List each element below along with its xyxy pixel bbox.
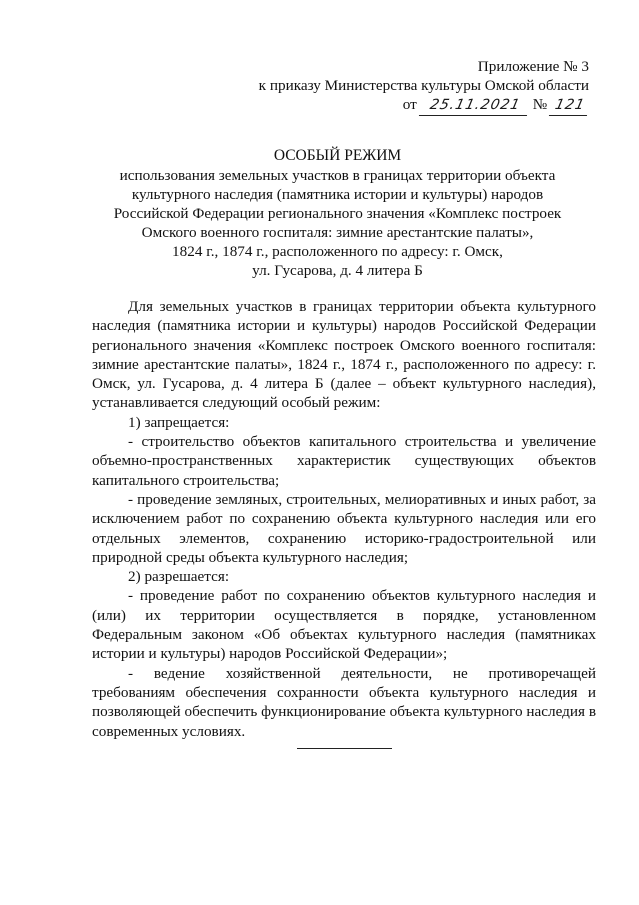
handwritten-date: 25.11.2021 xyxy=(419,96,531,116)
title-line: Российской Федерации регионального значения «Комплекс построек xyxy=(113,205,562,222)
closing-rule xyxy=(297,748,392,749)
handwritten-number: 121 xyxy=(549,96,591,116)
permitted-heading: 2) разрешается: xyxy=(128,568,230,586)
document-body xyxy=(92,297,596,741)
title-line: 1824 г., 1874 г., расположенного по адресу: г. Омск, xyxy=(172,243,503,260)
prohibited-heading: 1) запрещается: xyxy=(128,413,230,431)
document-header xyxy=(259,57,589,116)
intro-paragraph: Для земельных участков в границах территории объекта культурного наследия (памятника истории и культуры) народов Российской Федерации регионального значения «Комплекс построек Омского военного госпиталя: зимние арестантские палаты», 1824 г., 1874 г., расположенного по адресу: г. Омск, ул. Гусарова, д. 4 литера Б (далее – объект культурного наследия), устанавливается следующий особый режим: xyxy=(92,298,596,412)
order-reference: к приказу Министерства культуры Омской области xyxy=(258,77,589,94)
title-line: Омского военного госпиталя: зимние арестантские палаты», xyxy=(141,224,534,241)
title-line: использования земельных участков в границах территории объекта xyxy=(119,167,556,184)
permitted-item: - проведение работ по сохранению объектов культурного наследия и (или) их территории осуществляется в порядке, установленном Федеральным законом «Об объектах культурного наследия (памятниках истории и культуры) народов Российской Федерации»; xyxy=(92,587,596,663)
appendix-label: Приложение № 3 xyxy=(477,58,589,75)
document-title: ОСОБЫЙ РЕЖИМ xyxy=(273,147,402,164)
order-date-line xyxy=(259,95,589,116)
prohibited-item: - строительство объектов капитального строительства и увеличение объемно-пространственных характеристик существующих объектов капитального строительства; xyxy=(92,433,596,489)
date-prefix: от xyxy=(402,96,417,113)
document-title-block xyxy=(90,146,585,280)
title-line: культурного наследия (памятника истории и культуры) народов xyxy=(131,186,544,203)
title-line: ул. Гусарова, д. 4 литера Б xyxy=(252,262,423,279)
number-prefix: № xyxy=(532,96,548,113)
permitted-item: - ведение хозяйственной деятельности, не противоречащей требованиям обеспечения сохранности объекта культурного наследия и позволяющей обеспечить функционирование объекта культурного наследия в современных условиях. xyxy=(92,664,596,740)
prohibited-item: - проведение земляных, строительных, мелиоративных и иных работ, за исключением работ по сохранению объекта культурного наследия или его отдельных элементов, сохранению историко-градостроительной или природной среды объекта культурного наследия; xyxy=(92,490,596,566)
